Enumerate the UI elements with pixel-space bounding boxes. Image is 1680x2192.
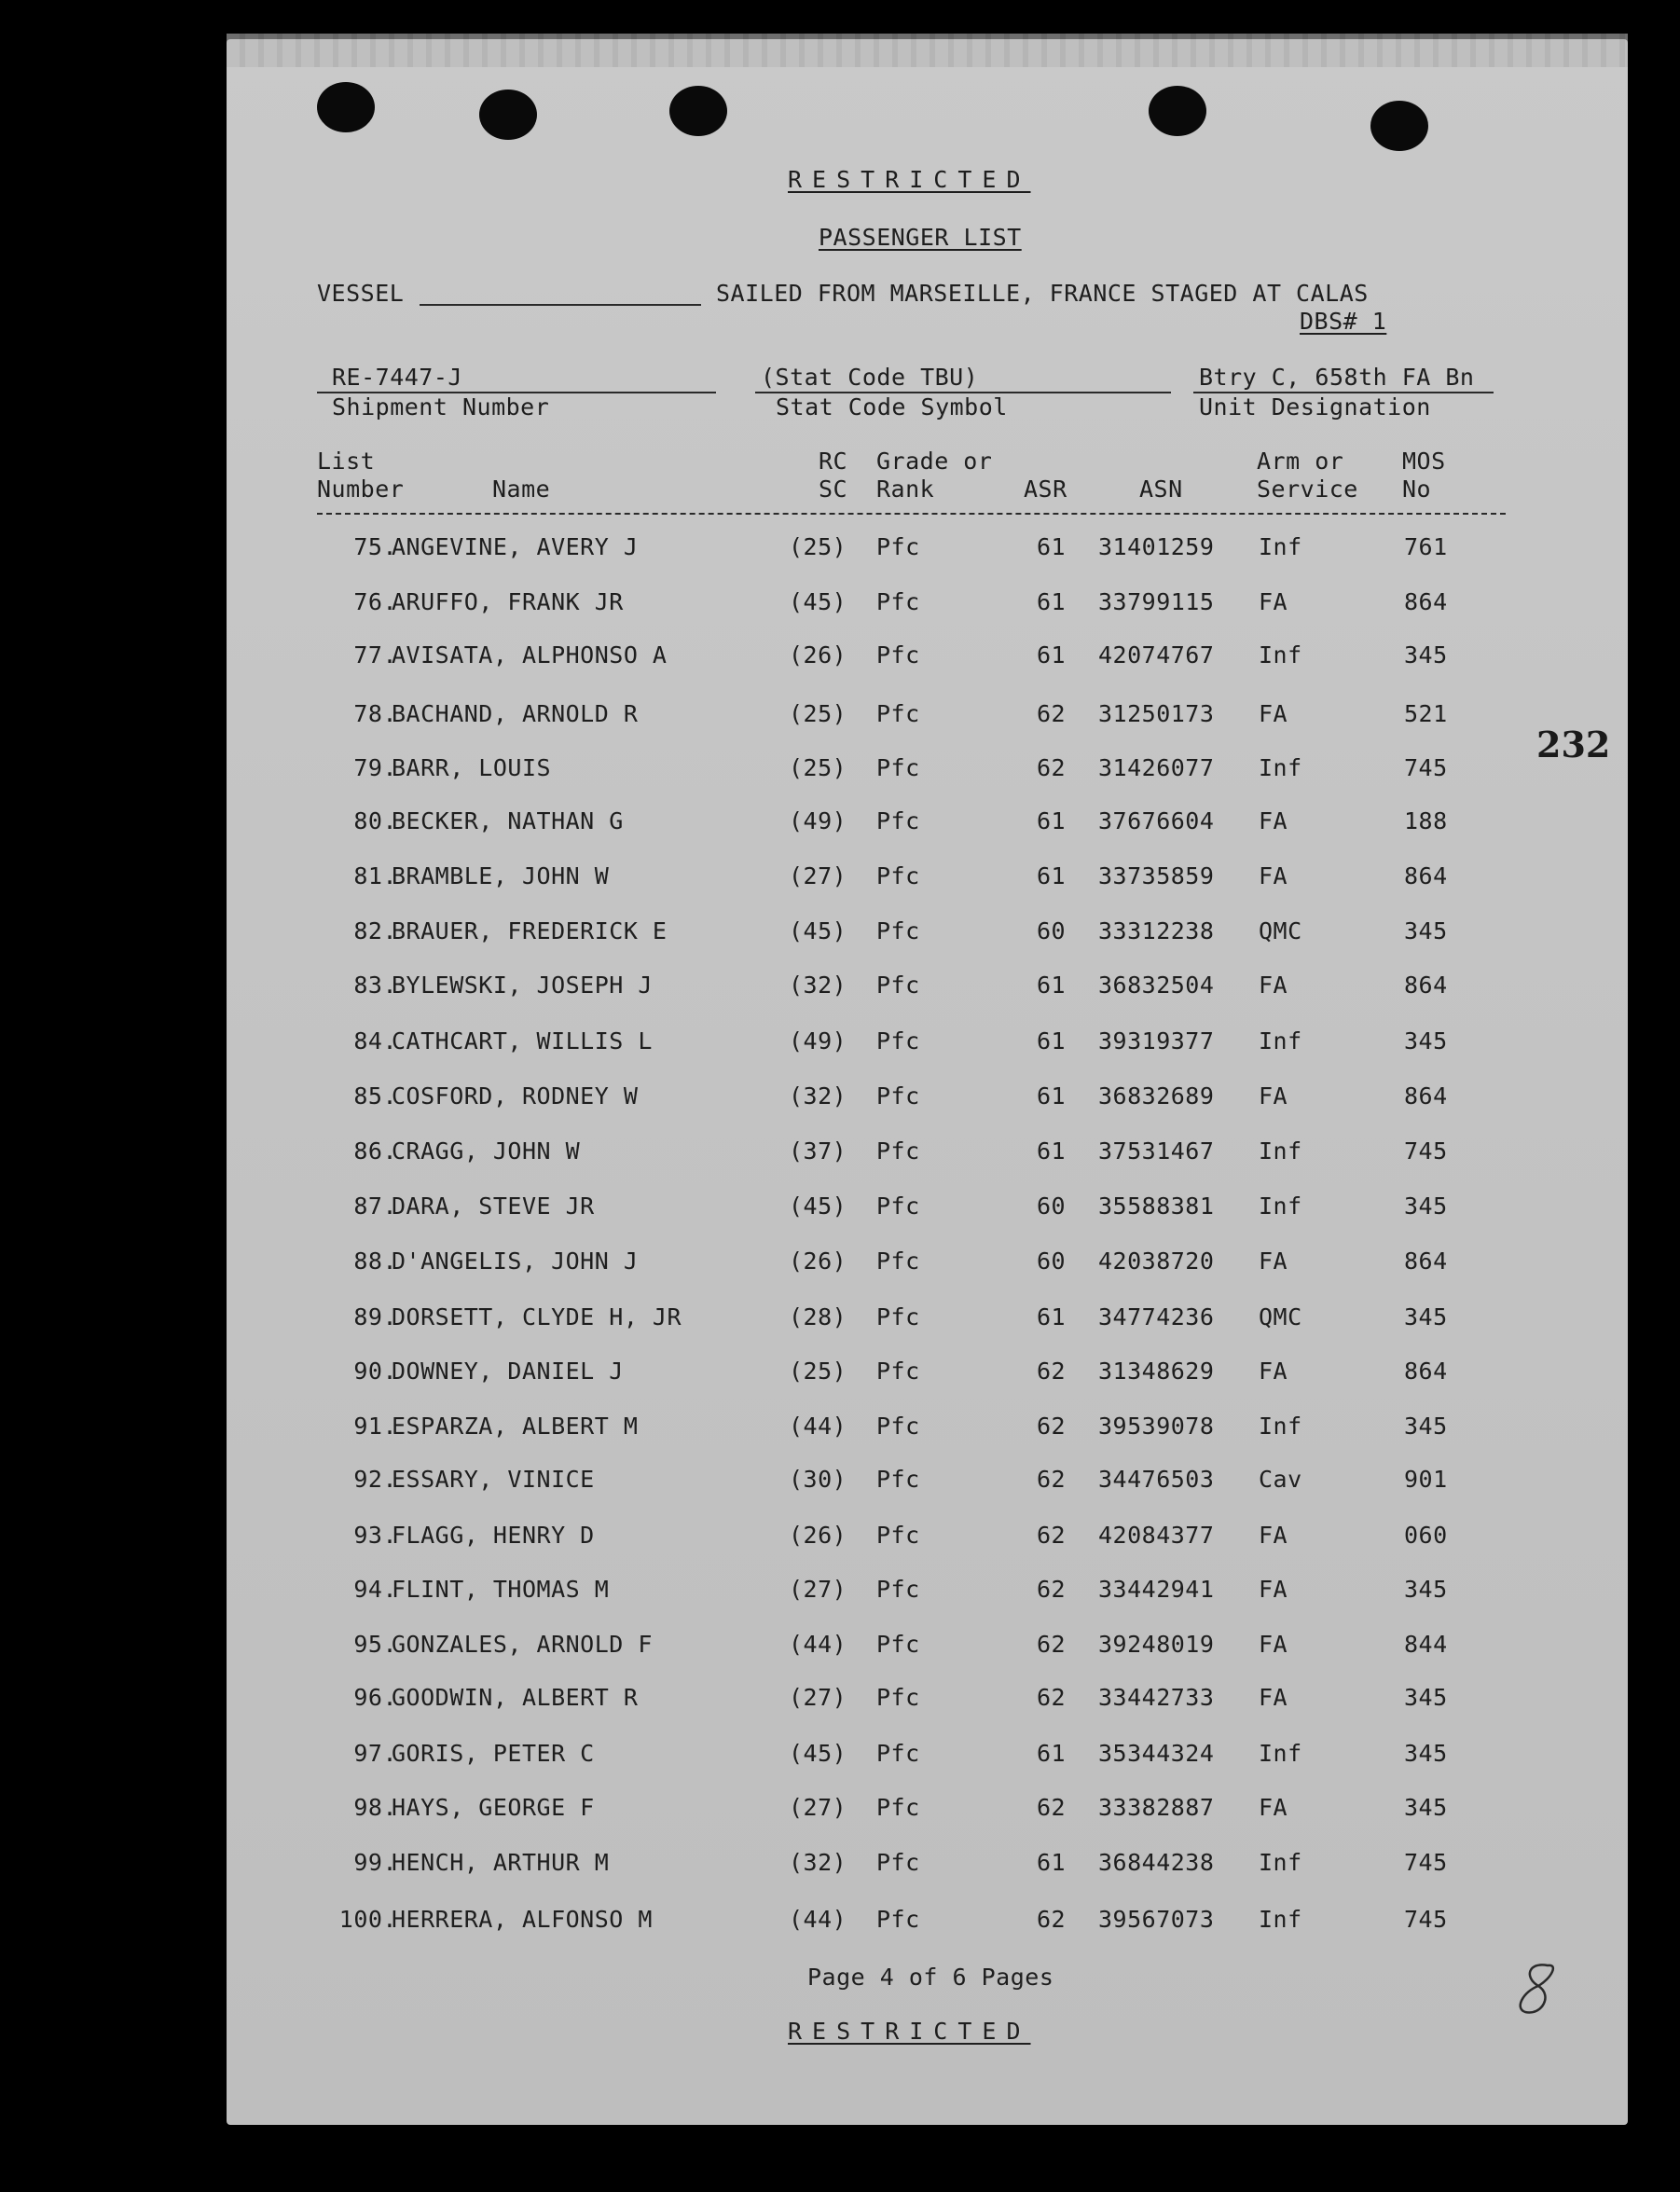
- passenger-name: HAYS, GEORGE F: [392, 1794, 595, 1821]
- arm-service: FA: [1259, 588, 1288, 615]
- arm-service: Inf: [1259, 641, 1302, 669]
- header-asn: ASN: [1139, 476, 1183, 503]
- asr: 62: [1037, 1794, 1067, 1821]
- asn: 35344324: [1098, 1740, 1215, 1767]
- table-row: [0, 1027, 1680, 1065]
- table-row: [0, 1303, 1680, 1341]
- passenger-name: BACHAND, ARNOLD R: [392, 700, 639, 727]
- grade: Pfc: [876, 1906, 920, 1933]
- list-number: 84.: [353, 1027, 397, 1055]
- rc-sc: (27): [789, 1576, 847, 1603]
- asn: 34774236: [1098, 1303, 1215, 1330]
- rc-sc: (37): [789, 1137, 847, 1165]
- asn: 33442733: [1098, 1684, 1215, 1711]
- list-number: 80.: [353, 807, 397, 834]
- list-number: 99.: [353, 1849, 397, 1876]
- rc-sc: (26): [789, 1248, 847, 1275]
- asr: 62: [1037, 754, 1067, 781]
- mos-number: 345: [1404, 1794, 1448, 1821]
- header-name: Name: [492, 476, 551, 503]
- asr: 60: [1037, 1248, 1067, 1275]
- rc-sc: (26): [789, 1522, 847, 1549]
- arm-service: Inf: [1259, 754, 1302, 781]
- table-row: [0, 862, 1680, 900]
- handwritten-mark: [1510, 1958, 1566, 2023]
- list-number: 83.: [353, 972, 397, 999]
- passenger-name: DOWNEY, DANIEL J: [392, 1358, 624, 1385]
- asr: 62: [1037, 1466, 1067, 1493]
- mos-number: 745: [1404, 1906, 1448, 1933]
- header-number: Number: [317, 476, 405, 503]
- mos-number: 864: [1404, 1358, 1448, 1385]
- arm-service: FA: [1259, 1248, 1288, 1275]
- punch-hole: [1370, 101, 1428, 151]
- arm-service: FA: [1259, 1358, 1288, 1385]
- list-number: 95.: [353, 1631, 397, 1658]
- mos-number: 345: [1404, 1413, 1448, 1440]
- list-number: 78.: [353, 700, 397, 727]
- mos-number: 345: [1404, 1027, 1448, 1055]
- arm-service: FA: [1259, 972, 1288, 999]
- mos-number: 521: [1404, 700, 1448, 727]
- punch-hole: [1149, 86, 1206, 136]
- rc-sc: (27): [789, 1684, 847, 1711]
- grade: Pfc: [876, 754, 920, 781]
- header-rc: RC: [819, 448, 848, 475]
- passenger-name: ANGEVINE, AVERY J: [392, 533, 639, 560]
- table-row: [0, 1466, 1680, 1503]
- mos-number: 060: [1404, 1522, 1448, 1549]
- passenger-name: CRAGG, JOHN W: [392, 1137, 581, 1165]
- mos-number: 761: [1404, 533, 1448, 560]
- passenger-name: ESSARY, VINICE: [392, 1466, 595, 1493]
- arm-service: Inf: [1259, 1849, 1302, 1876]
- unit-designation: Btry C, 658th FA Bn: [1199, 364, 1475, 391]
- asn: 37531467: [1098, 1137, 1215, 1165]
- grade: Pfc: [876, 533, 920, 560]
- shipment-number: RE-7447-J: [332, 364, 462, 391]
- asn: 33382887: [1098, 1794, 1215, 1821]
- asn: 31426077: [1098, 754, 1215, 781]
- asr: 62: [1037, 1522, 1067, 1549]
- page-footer: Page 4 of 6 Pages: [807, 1964, 1054, 1991]
- unit-designation-label: Unit Designation: [1199, 393, 1431, 420]
- asr: 61: [1037, 1137, 1067, 1165]
- rc-sc: (25): [789, 533, 847, 560]
- arm-service: FA: [1259, 1631, 1288, 1658]
- asr: 61: [1037, 1849, 1067, 1876]
- classification-header: RESTRICTED: [788, 166, 1031, 193]
- asr: 60: [1037, 1193, 1067, 1220]
- arm-service: Cav: [1259, 1466, 1302, 1493]
- rc-sc: (25): [789, 754, 847, 781]
- asn: 42038720: [1098, 1248, 1215, 1275]
- rc-sc: (44): [789, 1413, 847, 1440]
- mos-number: 345: [1404, 917, 1448, 944]
- table-row: [0, 1248, 1680, 1285]
- list-number: 91.: [353, 1413, 397, 1440]
- table-row: [0, 1740, 1680, 1777]
- mos-number: 745: [1404, 1137, 1448, 1165]
- asn: 39248019: [1098, 1631, 1215, 1658]
- passenger-name: GOODWIN, ALBERT R: [392, 1684, 639, 1711]
- mos-number: 745: [1404, 754, 1448, 781]
- asn: 33442941: [1098, 1576, 1215, 1603]
- asn: 36832689: [1098, 1082, 1215, 1110]
- asn: 42074767: [1098, 641, 1215, 669]
- asr: 61: [1037, 807, 1067, 834]
- rc-sc: (27): [789, 1794, 847, 1821]
- arm-service: Inf: [1259, 1740, 1302, 1767]
- rc-sc: (25): [789, 700, 847, 727]
- vessel-label: VESSEL: [317, 280, 405, 307]
- asr: 61: [1037, 972, 1067, 999]
- asr: 62: [1037, 1413, 1067, 1440]
- mos-number: 864: [1404, 1082, 1448, 1110]
- list-number: 82.: [353, 917, 397, 944]
- table-row: [0, 917, 1680, 955]
- asr: 61: [1037, 641, 1067, 669]
- passenger-name: FLAGG, HENRY D: [392, 1522, 595, 1549]
- asn: 37676604: [1098, 807, 1215, 834]
- rc-sc: (45): [789, 588, 847, 615]
- asr: 60: [1037, 917, 1067, 944]
- grade: Pfc: [876, 1684, 920, 1711]
- asr: 62: [1037, 1906, 1067, 1933]
- list-number: 86.: [353, 1137, 397, 1165]
- punch-hole: [669, 86, 727, 136]
- arm-service: FA: [1259, 1082, 1288, 1110]
- grade: Pfc: [876, 807, 920, 834]
- grade: Pfc: [876, 1794, 920, 1821]
- list-number: 77.: [353, 641, 397, 669]
- list-number: 79.: [353, 754, 397, 781]
- sailed-from: SAILED FROM MARSEILLE, FRANCE STAGED AT CALAS: [716, 280, 1369, 307]
- list-number: 96.: [353, 1684, 397, 1711]
- asn: 34476503: [1098, 1466, 1215, 1493]
- asr: 62: [1037, 1631, 1067, 1658]
- asr: 61: [1037, 1027, 1067, 1055]
- mos-number: 345: [1404, 641, 1448, 669]
- table-row: [0, 533, 1680, 571]
- asn: 39319377: [1098, 1027, 1215, 1055]
- rc-sc: (49): [789, 807, 847, 834]
- torn-top-edge: [227, 34, 1628, 67]
- mos-number: 345: [1404, 1303, 1448, 1330]
- mos-number: 864: [1404, 588, 1448, 615]
- grade: Pfc: [876, 1631, 920, 1658]
- table-row: [0, 807, 1680, 845]
- header-divider: [317, 513, 1506, 515]
- mos-number: 345: [1404, 1684, 1448, 1711]
- mos-number: 901: [1404, 1466, 1448, 1493]
- table-row: [0, 1193, 1680, 1230]
- header-sc: SC: [819, 476, 848, 503]
- table-row: [0, 754, 1680, 792]
- asr: 62: [1037, 1684, 1067, 1711]
- grade: Pfc: [876, 1849, 920, 1876]
- arm-service: Inf: [1259, 1193, 1302, 1220]
- list-number: 97.: [353, 1740, 397, 1767]
- arm-service: QMC: [1259, 917, 1302, 944]
- mos-number: 345: [1404, 1576, 1448, 1603]
- arm-service: FA: [1259, 700, 1288, 727]
- header-asr: ASR: [1024, 476, 1067, 503]
- table-row: [0, 1849, 1680, 1886]
- rc-sc: (27): [789, 862, 847, 889]
- vessel-blank-line: [420, 304, 701, 306]
- grade: Pfc: [876, 1027, 920, 1055]
- grade: Pfc: [876, 1358, 920, 1385]
- table-row: [0, 588, 1680, 626]
- punch-hole: [479, 90, 537, 140]
- passenger-name: HENCH, ARTHUR M: [392, 1849, 610, 1876]
- asn: 39539078: [1098, 1413, 1215, 1440]
- passenger-name: GONZALES, ARNOLD F: [392, 1631, 653, 1658]
- passenger-name: AVISATA, ALPHONSO A: [392, 641, 668, 669]
- grade: Pfc: [876, 1082, 920, 1110]
- arm-service: Inf: [1259, 1906, 1302, 1933]
- passenger-name: ESPARZA, ALBERT M: [392, 1413, 639, 1440]
- passenger-name: HERRERA, ALFONSO M: [392, 1906, 653, 1933]
- passenger-name: BYLEWSKI, JOSEPH J: [392, 972, 653, 999]
- asr: 61: [1037, 1082, 1067, 1110]
- mos-number: 864: [1404, 1248, 1448, 1275]
- page-title: PASSENGER LIST: [819, 224, 1022, 251]
- mos-number: 864: [1404, 972, 1448, 999]
- mos-number: 745: [1404, 1849, 1448, 1876]
- grade: Pfc: [876, 972, 920, 999]
- rc-sc: (28): [789, 1303, 847, 1330]
- classification-footer: RESTRICTED: [788, 2018, 1031, 2045]
- list-number: 75.: [353, 533, 397, 560]
- grade: Pfc: [876, 1137, 920, 1165]
- list-number: 81.: [353, 862, 397, 889]
- rc-sc: (44): [789, 1906, 847, 1933]
- mos-number: 864: [1404, 862, 1448, 889]
- rc-sc: (32): [789, 1849, 847, 1876]
- asn: 39567073: [1098, 1906, 1215, 1933]
- rc-sc: (32): [789, 972, 847, 999]
- grade: Pfc: [876, 1466, 920, 1493]
- passenger-name: BRAMBLE, JOHN W: [392, 862, 610, 889]
- passenger-name: BRAUER, FREDERICK E: [392, 917, 668, 944]
- passenger-name: BECKER, NATHAN G: [392, 807, 624, 834]
- rc-sc: (45): [789, 917, 847, 944]
- table-row: [0, 1794, 1680, 1831]
- rc-sc: (32): [789, 1082, 847, 1110]
- asn: 36844238: [1098, 1849, 1215, 1876]
- asr: 61: [1037, 1303, 1067, 1330]
- table-row: [0, 1684, 1680, 1721]
- arm-service: FA: [1259, 1684, 1288, 1711]
- table-row: [0, 1631, 1680, 1668]
- asr: 61: [1037, 1740, 1067, 1767]
- stat-code-label: Stat Code Symbol: [776, 393, 1008, 420]
- grade: Pfc: [876, 641, 920, 669]
- table-row: [0, 700, 1680, 738]
- header-grade: Grade or: [876, 448, 993, 475]
- rc-sc: (30): [789, 1466, 847, 1493]
- list-number: 76.: [353, 588, 397, 615]
- table-row: [0, 1413, 1680, 1450]
- passenger-name: CATHCART, WILLIS L: [392, 1027, 653, 1055]
- arm-service: QMC: [1259, 1303, 1302, 1330]
- table-row: [0, 1576, 1680, 1613]
- asn: 36832504: [1098, 972, 1215, 999]
- grade: Pfc: [876, 1576, 920, 1603]
- header-mos: MOS: [1402, 448, 1446, 475]
- passenger-name: DORSETT, CLYDE H, JR: [392, 1303, 682, 1330]
- passenger-name: FLINT, THOMAS M: [392, 1576, 610, 1603]
- passenger-name: DARA, STEVE JR: [392, 1193, 595, 1220]
- passenger-name: BARR, LOUIS: [392, 754, 552, 781]
- arm-service: FA: [1259, 862, 1288, 889]
- arm-service: FA: [1259, 1522, 1288, 1549]
- shipment-number-label: Shipment Number: [332, 393, 550, 420]
- header-list: List: [317, 448, 376, 475]
- grade: Pfc: [876, 1740, 920, 1767]
- header-arm: Arm or: [1257, 448, 1344, 475]
- table-row: [0, 1137, 1680, 1175]
- arm-service: Inf: [1259, 1413, 1302, 1440]
- asr: 61: [1037, 588, 1067, 615]
- arm-service: Inf: [1259, 533, 1302, 560]
- grade: Pfc: [876, 917, 920, 944]
- table-row: [0, 972, 1680, 1009]
- list-number: 98.: [353, 1794, 397, 1821]
- dbs-number: DBS# 1: [1300, 308, 1387, 335]
- mos-number: 345: [1404, 1740, 1448, 1767]
- grade: Pfc: [876, 1522, 920, 1549]
- arm-service: Inf: [1259, 1027, 1302, 1055]
- list-number: 89.: [353, 1303, 397, 1330]
- table-row: [0, 1358, 1680, 1395]
- asn: 35588381: [1098, 1193, 1215, 1220]
- asn: 31348629: [1098, 1358, 1215, 1385]
- grade: Pfc: [876, 588, 920, 615]
- list-number: 100.: [338, 1906, 397, 1933]
- table-row: [0, 641, 1680, 679]
- list-number: 88.: [353, 1248, 397, 1275]
- arm-service: FA: [1259, 1794, 1288, 1821]
- asn: 33312238: [1098, 917, 1215, 944]
- mos-number: 345: [1404, 1193, 1448, 1220]
- header-mos-no: No: [1402, 476, 1432, 503]
- arm-service: FA: [1259, 807, 1288, 834]
- grade: Pfc: [876, 700, 920, 727]
- rc-sc: (49): [789, 1027, 847, 1055]
- grade: Pfc: [876, 1193, 920, 1220]
- punch-hole: [317, 82, 375, 132]
- list-number: 90.: [353, 1358, 397, 1385]
- list-number: 93.: [353, 1522, 397, 1549]
- mos-number: 844: [1404, 1631, 1448, 1658]
- rc-sc: (45): [789, 1740, 847, 1767]
- table-row: [0, 1082, 1680, 1120]
- grade: Pfc: [876, 1248, 920, 1275]
- grade: Pfc: [876, 862, 920, 889]
- rc-sc: (25): [789, 1358, 847, 1385]
- asr: 62: [1037, 1576, 1067, 1603]
- table-row: [0, 1906, 1680, 1943]
- table-row: [0, 1522, 1680, 1559]
- header-service: Service: [1257, 476, 1358, 503]
- list-number: 87.: [353, 1193, 397, 1220]
- list-number: 94.: [353, 1576, 397, 1603]
- asn: 42084377: [1098, 1522, 1215, 1549]
- asr: 61: [1037, 533, 1067, 560]
- grade: Pfc: [876, 1413, 920, 1440]
- passenger-name: GORIS, PETER C: [392, 1740, 595, 1767]
- passenger-name: D'ANGELIS, JOHN J: [392, 1248, 639, 1275]
- stat-code: (Stat Code TBU): [761, 364, 979, 391]
- asn: 31250173: [1098, 700, 1215, 727]
- asr: 62: [1037, 700, 1067, 727]
- mos-number: 188: [1404, 807, 1448, 834]
- asn: 31401259: [1098, 533, 1215, 560]
- rc-sc: (45): [789, 1193, 847, 1220]
- passenger-name: COSFORD, RODNEY W: [392, 1082, 639, 1110]
- asr: 61: [1037, 862, 1067, 889]
- asn: 33735859: [1098, 862, 1215, 889]
- asn: 33799115: [1098, 588, 1215, 615]
- list-number: 85.: [353, 1082, 397, 1110]
- rc-sc: (44): [789, 1631, 847, 1658]
- asr: 62: [1037, 1358, 1067, 1385]
- arm-service: FA: [1259, 1576, 1288, 1603]
- page-stamp-number: 232: [1536, 724, 1611, 765]
- passenger-name: ARUFFO, FRANK JR: [392, 588, 624, 615]
- arm-service: Inf: [1259, 1137, 1302, 1165]
- list-number: 92.: [353, 1466, 397, 1493]
- header-rank: Rank: [876, 476, 935, 503]
- rc-sc: (26): [789, 641, 847, 669]
- grade: Pfc: [876, 1303, 920, 1330]
